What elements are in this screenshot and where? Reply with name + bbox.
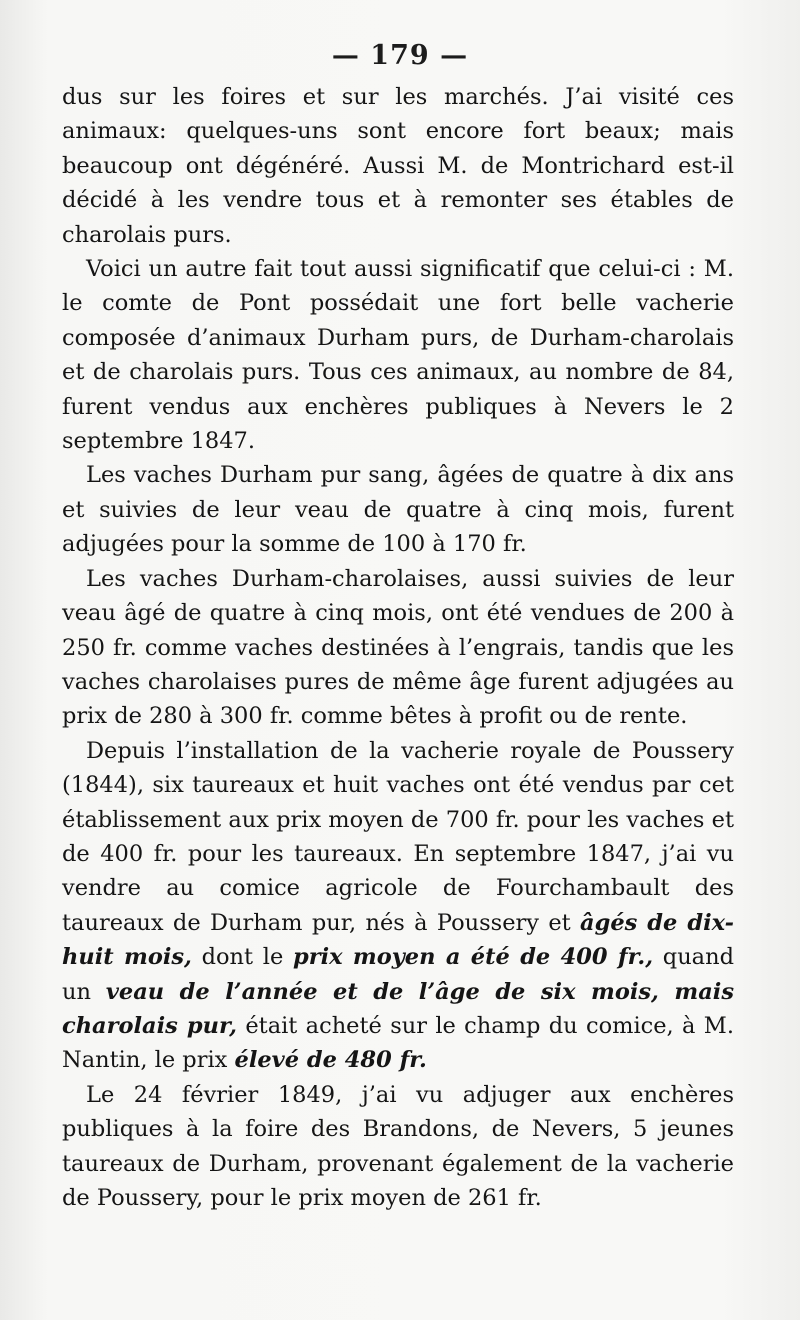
paragraph-5-italic-2: prix moyen a été de 400 fr., [292,944,654,971]
page-number: — 179 — [331,40,469,71]
paragraph-5-run-4: était acheté sur le champ du comice, à M. Nantin, le prix [62,1012,734,1074]
paragraph-5-run-2: dont le [191,944,293,971]
paragraph-5-run-1: Depuis l’installation de la vacherie royale de Poussery (1844), six taureaux et huit vaches ont été vendus par cet établissement aux prix moyen de 700 fr. pour les vaches et de 400 fr. pour les taureaux. En septembre 1847, j’ai vu vendre au comice agricole de Fourchambault des taureaux de Durham pur, nés à Poussery et [62,737,734,936]
paragraph-1-text: dus sur les foires et sur les marchés. J’ai visité ces animaux: quelques-uns sont encore fort beaux; mais beaucoup ont dégénéré. Aussi M. de Montrichard est-il décidé à les vendre tous et à remonter ses étables de charolais purs. [62,84,734,248]
paragraph-3-text: Les vaches Durham pur sang, âgées de quatre à dix ans et suivies de leur veau de quatre à cinq mois, furent adjugées pour la somme de 100 à 170 fr. [62,462,734,558]
paragraph-5-italic-3: veau de l’année et de l’âge de six mois, mais charolais pur, [62,978,734,1039]
paragraph-5 [62,734,734,1078]
paragraph-6 [62,1078,734,1216]
paragraph-1 [62,80,734,252]
paragraph-5-italic-4: élevé de 480 fr. [234,1047,427,1074]
paragraph-2 [62,252,734,458]
body-text [62,80,734,1215]
paragraph-5-run-3: quand un [62,944,734,1005]
paragraph-4-text: Les vaches Durham-charolaises, aussi suivies de leur veau âgé de quatre à cinq mois, ont été vendues de 200 à 250 fr. comme vaches destinées à l’engrais, tandis que les vaches charolaises pures de même âge furent adjugées au prix de 280 à 300 fr. comme bêtes à profit ou de rente. [62,565,734,730]
paragraph-3 [62,458,734,561]
paragraph-6-text: Le 24 février 1849, j’ai vu adjuger aux enchères publiques à la foire des Brandons, de Nevers, 5 jeunes taureaux de Durham, provenant également de la vacherie de Poussery, pour le prix moyen de 261 fr. [62,1081,734,1211]
paragraph-5-italic-1: âgés de dix-huit mois, [62,909,734,971]
paragraph-2-text: Voici un autre fait tout aussi significatif que celui-ci : M. le comte de Pont possédait une fort belle vacherie composée d’animaux Durham purs, de Durham-charolais et de charolais purs. Tous ces animaux, au nombre de 84, furent vendus aux enchères publiques à Nevers le 2 septembre 1847. [62,256,734,455]
paragraph-4 [62,562,734,734]
